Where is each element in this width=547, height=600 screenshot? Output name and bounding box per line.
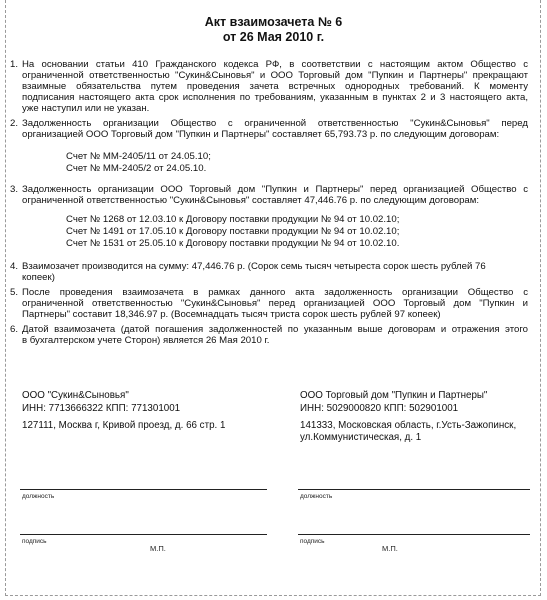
clause-text-line: организацией ООО Торговый дом "Пупкин и Партнеры" составляет 65,793.73 р. по следующим договорам: (22, 129, 500, 140)
clause-text-line: Взаимозачет производится на сумму: 47,446.76 р. (Сорок семь тысяч четыреста сорок шесть рублей 76 (22, 261, 486, 272)
invoice-line: Счет № 1491 от 17.05.10 к Договору поставки продукции № 94 от 10.02.10; (66, 226, 400, 237)
invoice-line: Счет № 1268 от 12.03.10 к Договору поставки продукции № 94 от 10.02.10; (66, 214, 400, 225)
signature-line-right (298, 534, 530, 535)
clause-number: 3. (10, 184, 19, 195)
clause-number: 4. (10, 261, 19, 272)
clause-text-line: Партнеры" составит 18,346.97 р. (Восемнадцать тысяч триста сорок шесть рублей 97 копеек) (22, 309, 441, 320)
clause-text-line: ограниченной ответственностью "Сукин&Сыновья" составляет 47,446.76 р. по следующим договорам: (22, 195, 480, 206)
clause-text-line: На основании статьи 410 Гражданского кодекса РФ, в соответствии с настоящим актом Общество с (22, 59, 528, 70)
party-right-name: ООО Торговый дом "Пупкин и Партнеры" (300, 390, 488, 401)
clause-text-line: Задолженность организации ООО Торговый дом "Пупкин и Партнеры" перед организацией Общество с (22, 184, 528, 195)
clause-number: 6. (10, 324, 19, 335)
party-left-name: ООО "Сукин&Сыновья" (22, 390, 129, 401)
party-right-inn-kpp: ИНН: 5029000820 КПП: 502901001 (300, 403, 459, 414)
party-right-address-line2: ул.Коммунистическая, д. 1 (300, 432, 422, 443)
invoice-line: Счет № ММ-2405/11 от 24.05.10; (66, 151, 211, 162)
position-label-left: должность (22, 493, 55, 500)
clause-text-line: подписания настоящего акта срок исполнения по требованиям, указанным в пунктах 2 и 3 настоящего акта, (22, 92, 528, 103)
clause-number: 5. (10, 287, 19, 298)
stamp-label-left: М.П. (150, 544, 166, 553)
clause-text-line: копеек) (22, 272, 55, 283)
party-right-address-line1: 141333, Московская область, г.Усть-Зажопинск, (300, 420, 517, 431)
clause-text-line: Задолженность организации Общество с ограниченной ответственностью "Сукин&Сыновья" перед (22, 118, 528, 129)
document-date: от 26 Мая 2010 г. (222, 30, 325, 44)
signature-label-left: подпись (22, 538, 47, 545)
clause-text-line: После проведения взаимозачета в рамках данного акта задолженность организации Общество с (22, 287, 528, 298)
clause-text-line: в бухгалтерском учете Сторон) является 26 Мая 2010 г. (22, 335, 270, 346)
party-left-inn-kpp: ИНН: 7713666322 КПП: 771301001 (22, 403, 181, 414)
clause-text-line: ограниченной ответственностью "Сукин&Сыновья" перед организацией ООО Торговый дом "Пупкин и (22, 298, 528, 309)
clause-text-line: взаимные обязательства путем проведения зачета встречных однородных требований. К моменту (22, 81, 528, 92)
signature-line-left (20, 534, 267, 535)
stamp-label-right: М.П. (382, 544, 398, 553)
invoice-line: Счет № 1531 от 25.05.10 к Договору поставки продукции № 94 от 10.02.10. (66, 238, 400, 249)
position-line-right (298, 489, 530, 490)
clause-number: 2. (10, 118, 19, 129)
clause-text-line: уже наступил или не указан. (22, 103, 150, 114)
position-line-left (20, 489, 267, 490)
clause-text-line: Датой взаимозачета (датой погашения задолженностей по указанным выше договорам и отражения этого (22, 324, 528, 335)
party-left-address: 127111, Москва г, Кривой проезд, д. 66 стр. 1 (22, 420, 226, 431)
document-title: Акт взаимозачета № 6 (204, 15, 343, 29)
clause-number: 1. (10, 59, 19, 70)
position-label-right: должность (300, 493, 333, 500)
invoice-line: Счет № ММ-2405/2 от 24.05.10. (66, 163, 207, 174)
clause-text-line: ограниченной ответственностью "Сукин&Сыновья" и ООО Торговый дом "Пупкин и Партнеры" прекращают (22, 70, 528, 81)
signature-label-right: подпись (300, 538, 325, 545)
